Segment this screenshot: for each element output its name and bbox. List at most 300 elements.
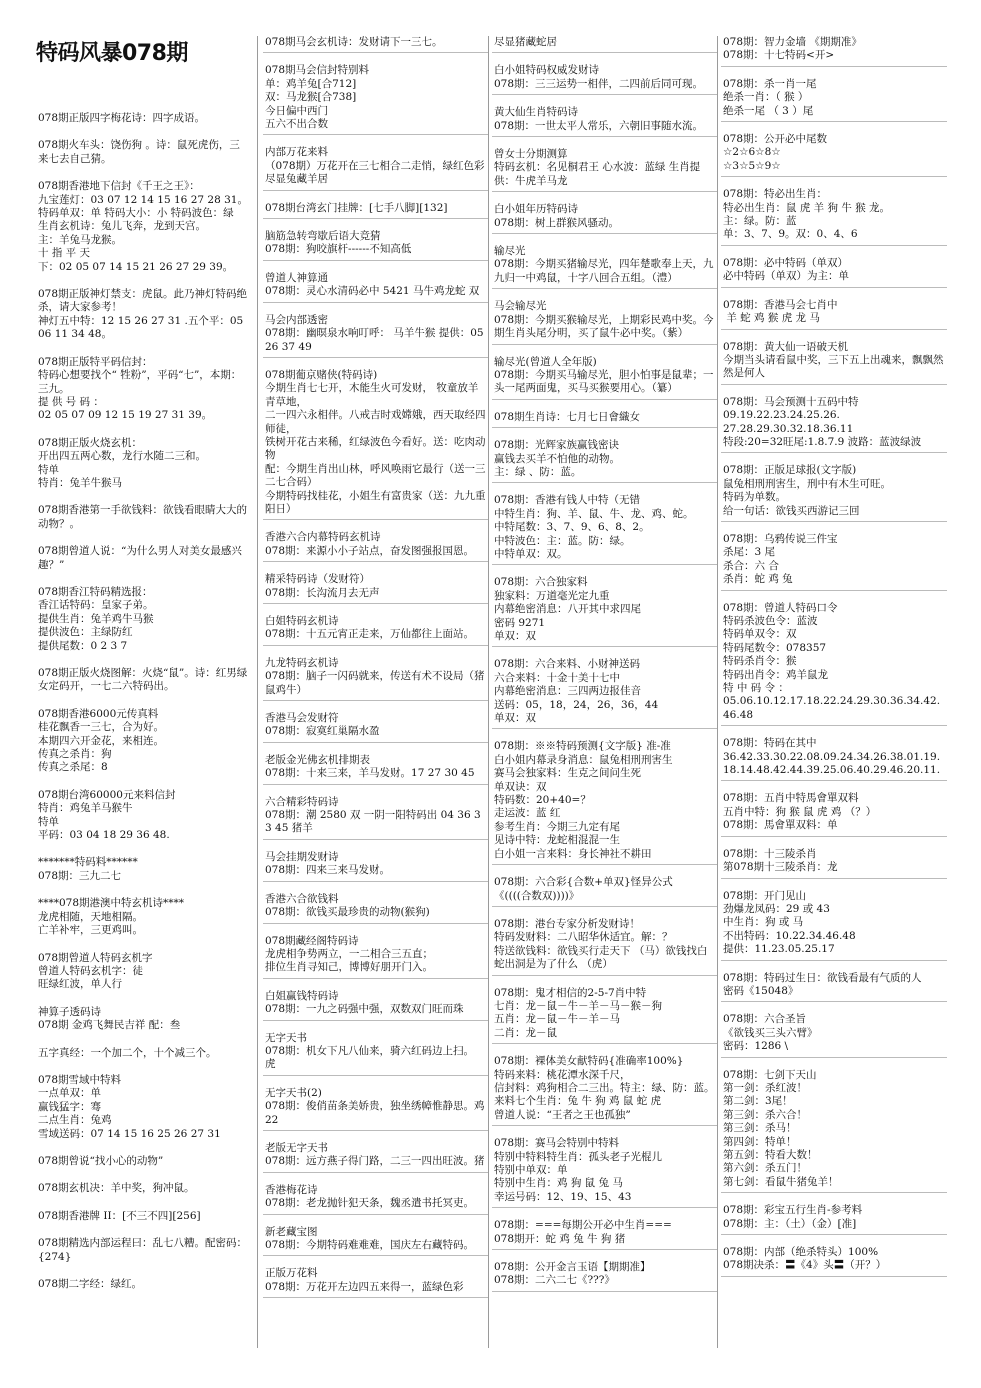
text-line: 《欲钱买三头六臂》	[723, 1026, 818, 1039]
text-block	[263, 615, 489, 646]
text-block	[492, 148, 718, 192]
text-block	[263, 1184, 489, 1215]
text-line: 神灯五中特：12 15 26 27 31 .五个平：05 06 11 34 48。	[38, 314, 247, 341]
text-line: 六合来料：十金十美十七中	[494, 671, 620, 684]
text-line: 078期台湾玄门挂牌：[七手八脚][132]	[265, 201, 448, 214]
text-block	[492, 658, 718, 729]
text-line: 传真之杀肖：狗	[38, 748, 112, 761]
text-line: 传真之杀尾：8	[38, 761, 108, 774]
text-line: 新老藏宝图	[265, 1225, 318, 1238]
text-line: 078期：香港马会七肖中	[723, 298, 838, 311]
text-line: 078期：六合彩{合数+单双}怪异公式	[494, 876, 673, 889]
text-block	[263, 1142, 489, 1173]
text-line: 香江话特码：皇家子弟。	[38, 599, 154, 612]
text-block	[721, 299, 947, 330]
text-line: 078期马会信封特别料	[265, 64, 370, 77]
text-line: 中特尾数：3、7、9、6、8、2。	[494, 521, 650, 534]
text-line: 特单	[38, 463, 59, 476]
text-line: 提供：11.23.05.25.17	[723, 943, 835, 956]
text-line: 078期决杀：〓《4》头〓（开？）	[723, 1259, 887, 1272]
text-line: 平码：03 04 18 29 36 48.	[38, 829, 170, 842]
text-block	[36, 112, 250, 128]
text-line: 特码单双：单 特码大小：小 特码波色：绿	[38, 207, 234, 220]
text-line: 走运波：蓝 红	[494, 807, 561, 820]
text-line: 内幕绝密消息：三四两边报佳音	[494, 685, 641, 698]
text-line: 单双：双	[494, 630, 536, 642]
text-line: 078期玄机决：羊中奖，狗冲鼠。	[38, 1182, 195, 1195]
text-line: 特必出生肖：鼠 虎 羊 狗 牛 猴 龙。	[723, 201, 891, 214]
text-line: 二肖：龙－鼠	[494, 1026, 557, 1039]
text-block	[36, 356, 250, 426]
text-line: 五六不出合数	[265, 118, 328, 131]
text-line: 特别中单双：单	[494, 1164, 568, 1176]
text-line: 078期：公开金言玉语【期期准】	[494, 1261, 651, 1274]
text-block	[492, 1219, 718, 1250]
text-line: ****078期港澳中特玄机诗****	[38, 897, 185, 910]
text-line: 078期香江特码精选报：	[38, 585, 153, 598]
text-block	[36, 1237, 250, 1267]
column-1	[36, 112, 250, 1348]
text-line: 独家料：万道毫光定九重	[494, 589, 610, 602]
text-line: 九宝莲灯：03 07 12 14 15 16 27 28 31。	[38, 193, 248, 206]
text-line: 第一剑：杀红波！	[723, 1081, 807, 1094]
text-line: 黄大仙生肖特码诗	[494, 106, 578, 119]
text-line: 078期：三九二七	[38, 869, 122, 882]
text-line: 078期：===每期公开必中生肖===	[494, 1219, 672, 1232]
text-block	[263, 796, 489, 840]
text-block	[36, 952, 250, 995]
text-line: 第六剑：杀五门！	[723, 1162, 807, 1175]
text-block	[36, 1182, 250, 1198]
text-line: 绝杀一尾 （ 3 ）尾	[723, 104, 814, 117]
text-block	[263, 64, 489, 135]
text-line: 二点生肖：兔鸡	[38, 1114, 112, 1127]
text-line: 提供波色：主绿防红	[38, 626, 133, 639]
text-line: 单双诀：双	[494, 780, 547, 793]
text-block	[263, 146, 489, 190]
text-line: 078期：彩宝五行生肖-参考料	[723, 1204, 863, 1217]
text-line: 078期：特码在其中	[723, 737, 817, 750]
column-divider	[488, 36, 489, 1348]
text-line: 幸运号码：12、19、15、43	[494, 1190, 632, 1203]
text-line: 雪域送码：07 14 15 16 25 26 27 31	[38, 1127, 221, 1140]
text-line: 一点单双：单	[38, 1087, 101, 1100]
text-line: 主：绿 、防：蓝。	[494, 465, 582, 478]
text-block	[36, 789, 250, 846]
text-line: 02 05 07 09 12 15 19 27 31 39。	[38, 409, 213, 422]
text-line: ☆3☆5☆9☆	[723, 159, 781, 172]
text-line: 078期香港6000元传真料	[38, 707, 159, 720]
text-line: 078期：港台专家分析发财诗！	[494, 917, 641, 930]
page-title: 特码风暴078期	[36, 41, 188, 66]
text-line: 羊 蛇 鸡 猴 虎 龙 马	[723, 312, 820, 325]
text-line: 杀合：六 合	[723, 559, 779, 572]
text-line: 078期：裸体美女献特码{准确率100%}	[494, 1055, 684, 1068]
text-line: 078期：六合来料、小财神送码	[494, 658, 641, 671]
text-line: 078期：今期特码难难难，国庆左右藏特码。	[265, 1239, 475, 1251]
text-block	[263, 851, 489, 882]
text-line: 特码杀波色令：蓝波	[723, 615, 818, 627]
text-line: 078期：脑子一闪码就来，传送有术不设局（猪鼠鸡牛）	[265, 670, 485, 696]
text-line: 五肖中特：狗 猴 鼠 虎 鸡 （？）	[723, 805, 877, 818]
text-line: 078期：特码过生日：欲钱看最有气质的人	[723, 971, 922, 984]
text-line: 078期：主：（土）（金）[准]	[723, 1217, 857, 1230]
text-line: 078期台湾60000元来料信封	[38, 788, 176, 801]
text-line: 078期火车头：饶伤狗 。诗：鼠死虎伤，三来七去自己猜。	[38, 139, 240, 165]
text-line: 特别中特料特生肖：孤头老子光棍儿	[494, 1150, 662, 1163]
text-block	[263, 893, 489, 924]
text-line: 杀尾：3 尾	[723, 546, 776, 559]
text-line: 曾女士分期测算	[494, 148, 568, 161]
text-line: 特码出肖令：鸡羊鼠龙	[723, 668, 828, 681]
text-block	[721, 1069, 947, 1194]
text-line: 078期：鬼才相信的2-5-7肖中特	[494, 986, 647, 999]
text-line: *******特码料******	[38, 856, 138, 869]
text-block	[721, 341, 947, 385]
text-block	[263, 230, 489, 261]
text-line: 特码发财料：二八昭华休适宜。解：？	[494, 931, 673, 944]
text-line: 今期特码找桂花，小姐生有富贵家（送：九九重阳日）	[265, 489, 486, 515]
text-line: 078期：六合独家料	[494, 576, 588, 589]
text-line: 提供生肖：兔羊鸡牛马猴	[38, 612, 154, 625]
text-line: 单：鸡羊兔[合712]	[265, 77, 357, 90]
text-line: 特 中 码 令 ：	[723, 682, 789, 695]
text-line: 078期：十来三来，羊马发财。17 27 30 45	[265, 767, 475, 780]
text-line: 078期曾道人说：“为什么男人对美女最感兴趣？”	[38, 545, 242, 571]
text-block	[263, 1226, 489, 1257]
text-line: 078期：十七特码<开>	[723, 49, 835, 62]
text-block	[492, 245, 718, 289]
text-block	[263, 657, 489, 701]
text-line: 老版金光佛玄机排期表	[265, 753, 370, 766]
text-line: 白小姐一言来料：身长神社不耕田	[494, 847, 652, 860]
text-line: 078期：七剑下天山	[723, 1068, 817, 1081]
text-line: 桂花飘香一三七，合为好。	[38, 721, 164, 734]
text-line: 078期：正版足球报(文字版)	[723, 464, 857, 477]
text-line: 见诗中特：龙蛇相混混一生	[494, 834, 620, 847]
text-block	[721, 890, 947, 961]
text-line: 078期：远方燕子得门路，二三一四出旺波。猪	[265, 1155, 485, 1168]
text-line: 078期正版特平码信封：	[38, 355, 153, 368]
text-block	[721, 133, 947, 177]
text-line: 旺绿红波，单人行	[38, 978, 122, 991]
text-block	[263, 369, 489, 520]
text-line: 排位生肖寻知己，博博好朋开门入。	[265, 961, 433, 974]
text-line: 给一句话：欲钱买西游记三回	[723, 504, 860, 517]
text-line: 特码数：20+40=？	[494, 794, 591, 807]
text-line: 078期正版四字梅花诗：四字成语。	[38, 112, 206, 124]
text-line: 特码杀肖令：猴	[723, 655, 797, 668]
text-block	[263, 573, 489, 604]
text-line: 香港六合内幕特码玄机诗	[265, 531, 381, 544]
text-line: 36.42.33.30.22.08.09.24.34.26.38.01.19.	[723, 750, 941, 763]
text-block	[492, 1055, 718, 1126]
text-block	[721, 188, 947, 246]
text-line: 078期：今期买猪输尽光，四年楚歌奉上天，九九归一中鸡鼠，十字八回合五组。（澧）	[494, 258, 714, 284]
text-line: 特码玄机：名见桐君王 心水波：蓝绿 生肖提供：牛虎羊马龙	[494, 161, 701, 187]
text-line: 白小姐内幕录身消息：鼠兔相刑刑害生	[494, 753, 673, 766]
text-line: 078期精选内部运程曰：乱七八糟。配密码：{274}	[38, 1237, 248, 1263]
text-line: 第078期十三陵杀肖：龙	[723, 861, 838, 874]
text-block	[36, 708, 250, 778]
text-line: 鼠兔相刑刑害生，刑中有木生可旺。	[723, 477, 891, 490]
text-block	[492, 987, 718, 1045]
text-line: 香港六合欲钱料	[265, 892, 339, 905]
text-block	[721, 78, 947, 122]
text-line: 十 指 平 天	[38, 247, 91, 260]
text-block	[263, 1267, 489, 1298]
text-line: 078期：树上群猴风骚动。	[494, 216, 620, 229]
text-line: 白小姐特码权威发财诗	[494, 64, 599, 77]
text-line: 输尽光	[494, 245, 526, 258]
text-line: 马会输尽光	[494, 300, 547, 313]
text-line: 中生肖：狗 或 马	[723, 916, 804, 929]
text-block	[492, 876, 718, 907]
text-line: 中特生肖：狗、羊、鼠、牛、龙、鸡、蛇。	[494, 507, 694, 520]
text-line: 078期正版火烧图解：火烧“鼠”。诗：红男绿女定码开，一七二六特码出。	[38, 667, 248, 693]
text-block	[263, 36, 489, 53]
text-line: 078期：乌鸦传说三件宝	[723, 532, 838, 545]
text-block	[492, 64, 718, 95]
text-line: 05.06.10.12.17.18.22.24.29.30.36.34.42.46.48	[723, 695, 941, 721]
text-line: 078期曾道人特码玄机字	[38, 951, 153, 964]
text-line: 主：绿。防：蓝	[723, 215, 797, 228]
text-line: 078期：今期买马输尽光，胆小怕事是鼠辈；一头一尾两面鬼，买马买猴要用心。（纂）	[494, 368, 714, 395]
text-line: 精采特码诗（发财符）	[265, 573, 370, 586]
text-line: 078期：杀一肖一尾	[723, 77, 817, 90]
text-block	[36, 504, 250, 534]
text-line: 生肖玄机诗：兔儿飞奔，龙到天宫。	[38, 220, 206, 233]
text-line: 白小姐年历特码诗	[494, 203, 578, 216]
column-divider	[717, 36, 718, 1348]
text-line: 双：马龙猴[合738]	[265, 91, 357, 104]
text-line: 078期：寂寞红巢隔水盈	[265, 725, 380, 738]
text-block	[492, 36, 718, 53]
text-line: 正版万花料	[265, 1267, 318, 1280]
text-line: 开出四五两心数，龙行水随二三和。	[38, 450, 206, 463]
text-line: 《((((合数双))))》	[494, 889, 580, 902]
text-block	[721, 396, 947, 454]
text-block	[263, 202, 489, 219]
text-block	[36, 856, 250, 886]
text-line: 提 供 号 码 ：	[38, 395, 104, 408]
text-line: 078期：潮 2580 双 一阴一阳特码出 04 36 33 45 猪羊	[265, 809, 481, 835]
text-line: 078期：欲钱买最珍贵的动物(猴狗)	[265, 906, 430, 919]
text-line: 078期：十三陵杀肖	[723, 847, 817, 860]
text-line: 078期：老龙抛针犯天条，魏丞遣书托冥吏。	[265, 1197, 475, 1210]
text-block	[36, 139, 250, 169]
text-line: 078期马会玄机诗：发财请下一三七。	[265, 36, 443, 48]
text-line: 内部万花来料	[265, 146, 328, 159]
text-block	[721, 1246, 947, 1277]
text-line: 龙虎相争势两立，一二相合三五直；	[265, 947, 433, 960]
text-line: 078期：长沟流月去无声	[265, 586, 380, 599]
text-line: 尽显猪藏蛇居	[494, 36, 557, 48]
text-line: 特别中生肖：鸡 狗 鼠 兔 马	[494, 1177, 623, 1190]
text-block	[263, 272, 489, 303]
text-line: 078期：六合圣旨	[723, 1013, 807, 1026]
text-line: 078期雪域中特料	[38, 1073, 122, 1086]
text-line: 特码来料：桃花潭水深千尺，	[494, 1068, 631, 1081]
text-block	[492, 356, 718, 400]
text-line: 078期：内部（绝杀特头）100%	[723, 1246, 879, 1259]
text-block	[721, 1204, 947, 1235]
text-line: 密码 9271	[494, 616, 546, 629]
text-line: 特码尾数令：078357	[723, 641, 827, 654]
text-block	[492, 203, 718, 234]
text-block	[263, 935, 489, 979]
text-block	[36, 1074, 250, 1144]
text-block	[263, 1032, 489, 1076]
text-block	[492, 494, 718, 565]
text-line: 特码单双令：双	[723, 628, 797, 641]
text-line: 078期：开门见山	[723, 889, 807, 902]
text-block	[263, 531, 489, 562]
text-line: 绝杀一肖：（ 猴 ）	[723, 91, 809, 104]
text-block	[721, 464, 947, 522]
text-line: 特码心想要找个“ 牲粉”，平码“七”，本期：三九。	[38, 369, 242, 395]
text-line: 无字天书(2)	[265, 1086, 322, 1099]
text-line: 第七剑：看鼠牛猪兔羊！	[723, 1175, 839, 1188]
text-line: 单：3、7、9。双：0、4、6	[723, 228, 858, 241]
text-line: 香港马会发财符	[265, 712, 339, 725]
text-line: 提供尾数：0 2 3 7	[38, 639, 128, 652]
text-line: 白姐特码玄机诗	[265, 615, 339, 627]
text-line: 078期：五肖中特馬會單双料	[723, 792, 859, 805]
text-line: 神算子透码诗	[38, 1005, 101, 1018]
text-line: 078期曾说“找小心的动物”	[38, 1154, 164, 1167]
text-block	[36, 1210, 250, 1226]
text-line: 今期当头请看鼠中奖，三下五上出魂来，飘飘然然是何人	[723, 353, 944, 380]
text-line: 中特波色：主：蓝。防：绿。	[494, 534, 631, 547]
text-block	[721, 602, 947, 727]
text-line: 九龙特码玄机诗	[265, 656, 339, 669]
text-block	[36, 1155, 250, 1171]
text-line: 配：今期生肖出山林，呼风唤雨它最行（送一三二七合码）	[265, 462, 486, 489]
text-line: 078期：智力金墙 《期期准》	[723, 36, 862, 48]
text-line: 09.19.22.23.24.25.26.	[723, 409, 840, 422]
text-line: 第四剑：特单！	[723, 1135, 797, 1148]
text-line: 无字天书	[265, 1031, 307, 1044]
text-line: 18.14.48.42.44.39.25.06.40.29.46.20.11.	[723, 764, 941, 777]
text-line: 送码：05，18，24，26，36，44	[494, 698, 659, 711]
text-block	[721, 792, 947, 836]
text-block	[721, 737, 947, 781]
text-line: 赛马会独家料：生克之间问生死	[494, 767, 641, 780]
text-line: 今日偏中西门	[265, 104, 328, 117]
text-line: 078期：三三运势一相伴，二四前后同可现。	[494, 77, 704, 90]
text-block	[492, 411, 718, 428]
text-line: 078期：必中特码（单双）	[723, 256, 849, 269]
text-line: 078期：※※特码预测{文字版} 准-准	[494, 740, 671, 753]
text-line: 078期正版神灯禁支：虎鼠。此乃神灯特码绝杀，请大家参考！	[38, 288, 248, 314]
text-line: 来料七个生肖：兔 牛 狗 鸡 鼠 蛇 虎	[494, 1095, 662, 1108]
text-line: 密码《15048》	[723, 984, 799, 997]
text-line: 必中特码（单双）为主：单	[723, 270, 849, 283]
text-line: 078期：马会预测十五码中特	[723, 395, 859, 408]
text-block	[36, 667, 250, 697]
text-line: 五肖：龙－鼠－牛－羊－马	[494, 1013, 620, 1026]
text-line: 078期：来源小小子站点，奋发图强报国恩。	[265, 544, 475, 557]
text-line: 078期：馬會單双料：单	[723, 819, 838, 832]
text-line: 特段:20=32旺尾:1.8.7.9 波路：蓝波绿波	[723, 435, 922, 448]
column-3	[492, 36, 718, 1348]
column-divider	[257, 36, 258, 1348]
text-line: 五字真经：一个加二个，十个减三个。	[38, 1046, 217, 1059]
text-line: 078期：十五元宵正走来，万仙都往上面站。	[265, 628, 475, 641]
text-line: 密码：1286 \	[723, 1040, 789, 1053]
text-line: 二一四六永相伴。八戒吉时戏嫦娥，西天取经四师徒，	[265, 409, 486, 435]
text-line: 27.28.29.30.32.18.36.11	[723, 422, 854, 435]
text-block	[36, 1006, 250, 1036]
text-line: 078期正版火烧玄机：	[38, 436, 143, 449]
text-block	[36, 1278, 250, 1294]
text-line: 078期二字经：绿红。	[38, 1278, 143, 1290]
text-block	[492, 106, 718, 137]
text-block	[36, 897, 250, 940]
text-block	[492, 918, 718, 976]
text-line: 曾道人说：“王者之王也孤独”	[494, 1108, 631, 1121]
text-block	[263, 990, 489, 1021]
text-line: 白姐赢钱特码诗	[265, 989, 339, 1002]
text-line: 不出特码：10.22.34.46.48	[723, 929, 856, 942]
text-line: 亡羊补牢，三更鸡叫。	[38, 924, 143, 937]
text-line: 078期：四来三来马发财。	[265, 864, 391, 877]
text-line: 特码为单数。	[723, 491, 786, 504]
text-block	[36, 1047, 250, 1063]
text-line: 龙虎相随，天地相隔。	[38, 910, 143, 923]
column-4	[721, 36, 947, 1348]
text-line: 078期藏经阁特码诗	[265, 934, 359, 947]
text-line: 078期葡京赌侠(特码诗)	[265, 368, 378, 381]
text-line: 老版无字天书	[265, 1141, 328, 1154]
text-line: 输尽光(曾道人全年版)	[494, 355, 597, 368]
text-block	[721, 36, 947, 67]
text-block	[492, 300, 718, 344]
text-line: 078期：曾道人特码口令	[723, 601, 838, 614]
text-line: 七肖：龙－鼠－牛－羊－马－猴－狗	[494, 999, 662, 1012]
text-block	[721, 533, 947, 591]
text-line: 078期：俊俏苗条美娇贵，独坐绣幛惟静思。鸡22	[265, 1100, 485, 1126]
text-block	[721, 257, 947, 288]
text-line: 今期生肖七七开，木能生火可发财， 牧童放羊青草地，	[265, 382, 479, 408]
text-line: 曾道人神算通	[265, 271, 328, 284]
text-line: 078期开：蛇 鸡 兔 牛 狗 猪	[494, 1232, 626, 1245]
text-line: 主：羊兔马龙猴。	[38, 233, 122, 246]
text-block	[721, 1013, 947, 1057]
text-line: 078期香港第一手欲钱料：欲钱看眼睛大大的动物？。	[38, 504, 248, 530]
text-line: 本期四六开金花，来相连。	[38, 734, 164, 747]
text-block	[492, 439, 718, 483]
text-line: 劲爆龙凤码：29 或 43	[723, 902, 830, 915]
text-line: ☆2☆6☆8☆	[723, 146, 781, 159]
text-line: 078期 金鸡飞舞民吉祥 配：叁	[38, 1019, 181, 1032]
text-line: （078期）万花开在三七相合二走悄，绿红色彩尽显兔藏羊居	[265, 159, 485, 186]
text-block	[263, 314, 489, 358]
text-line: 078期：光辉家族赢钱密诀	[494, 439, 620, 452]
text-line: 铁树开花古来稀，红绿波色今看好。送：吃肉动物	[265, 435, 486, 462]
text-line: 078期：一九之码强中强，双数双门旺而珠	[265, 1003, 464, 1016]
text-block	[492, 1261, 718, 1292]
text-line: 特肖：兔羊牛猴马	[38, 476, 122, 489]
text-block	[492, 740, 718, 865]
text-block	[492, 1137, 718, 1208]
text-line: 特肖：鸡兔羊马猴牛	[38, 802, 133, 815]
text-line: 078期：机女下凡八仙来，骑六红码边上扫。 虎	[265, 1044, 478, 1071]
text-line: 信封料：鸡狗相合二三出。特主：绿、防：蓝。	[494, 1081, 715, 1094]
text-block	[492, 576, 718, 647]
text-line: 下：02 05 07 14 15 21 26 27 29 39。	[38, 260, 234, 273]
